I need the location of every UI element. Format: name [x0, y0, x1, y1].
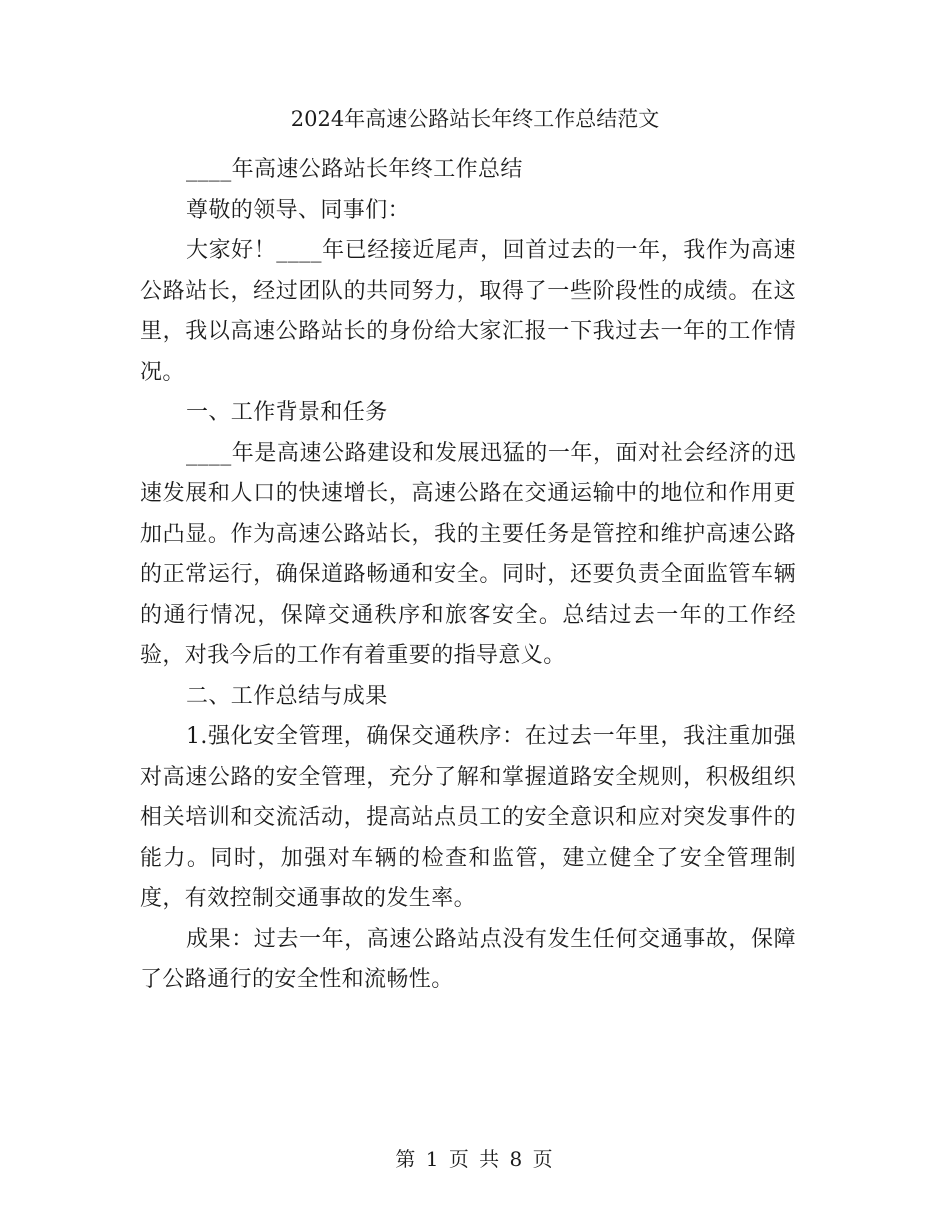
- section-heading-summary: 二、工作总结与成果: [186, 683, 388, 709]
- subtitle-paragraph: ____年高速公路站长年终工作总结: [186, 157, 523, 182]
- background-paragraph: ____年是高速公路建设和发展迅猛的一年，面对社会经济的迅速发展和人口的快速增长，高速公路在交通运输中的地位和作用更加凸显。作为高速公路站长，我的主要任务是管控和维护高速公路的正常运行，确保道路畅通和安全。同时，还要负责全面监管车辆的通行情况，保障交通秩序和旅客安全。总结过去一年的工作经验，对我今后的工作有着重要的指导意义。: [140, 440, 796, 668]
- page-footer: 第 1 页 共 8 页: [395, 1147, 555, 1171]
- safety-management-paragraph: 1.强化安全管理，确保交通秩序：在过去一年里，我注重加强对高速公路的安全管理，充分了解和掌握道路安全规则，积极组织相关培训和交流活动，提高站点员工的安全意识和应对突发事件的能力。同时，加强对车辆的检查和监管，建立健全了安全管理制度，有效控制交通事故的发生率。: [140, 724, 796, 911]
- document-title: 2024年高速公路站长年终工作总结范文: [290, 107, 660, 131]
- results-paragraph: 成果：过去一年，高速公路站点没有发生任何交通事故，保障了公路通行的安全性和流畅性。: [140, 926, 796, 992]
- document-body: [140, 150, 796, 1001]
- intro-paragraph: 大家好！____年已经接近尾声，回首过去的一年，我作为高速公路站长，经过团队的共同努力，取得了一些阶段性的成绩。在这里，我以高速公路站长的身份给大家汇报一下我过去一年的工作情况。: [140, 238, 796, 385]
- section-heading-background: 一、工作背景和任务: [186, 400, 388, 425]
- salutation-paragraph: 尊敬的领导、同事们：: [186, 197, 411, 223]
